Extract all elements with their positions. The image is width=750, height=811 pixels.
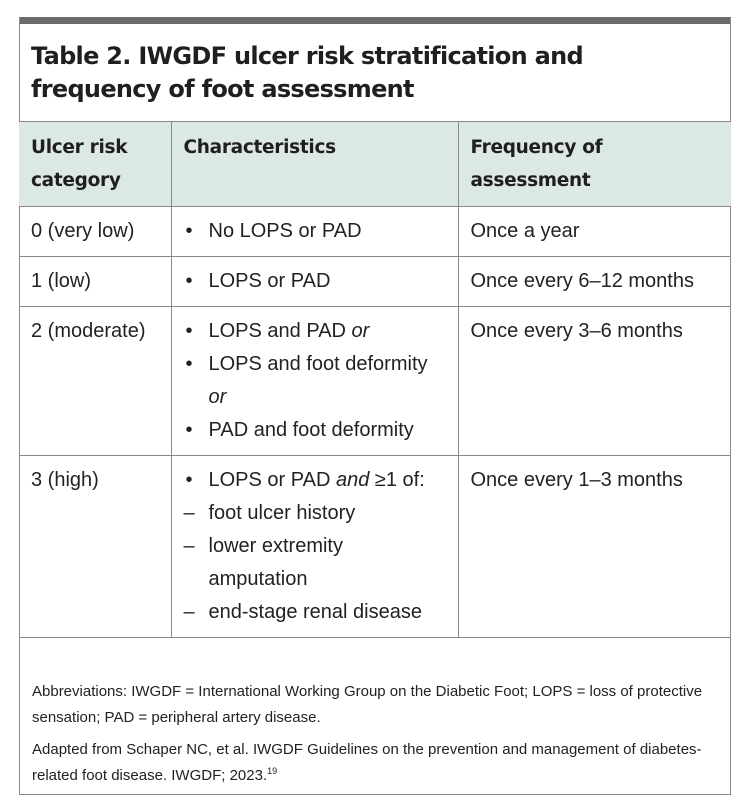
- list-item: • No LOPS or PAD: [184, 215, 446, 248]
- list-item: • PAD and foot deformity: [184, 414, 446, 447]
- sub-list-item: – end-stage renal disease: [184, 596, 446, 629]
- row-category: 1 (low): [19, 257, 171, 307]
- row-category: 2 (moderate): [19, 307, 171, 456]
- header-characteristics: Characteristics: [171, 122, 458, 207]
- row-category: 0 (very low): [19, 207, 171, 257]
- source-note: Adapted from Schaper NC, et al. IWGDF Guidelines on the prevention and management of diabetes-related foot disease. IWGDF; 2023.19: [32, 741, 702, 784]
- row-characteristics: [171, 257, 458, 307]
- dash-icon: –: [183, 601, 195, 623]
- header-frequency: Frequency of assessment: [458, 122, 731, 207]
- bullet-icon: •: [185, 469, 193, 491]
- table-footnotes: [32, 679, 722, 795]
- table-title: Table 2. IWGDF ulcer risk stratification and frequency of foot assessment: [31, 42, 583, 103]
- bullet-icon: •: [185, 320, 193, 342]
- row-characteristics: [171, 307, 458, 456]
- table-row: [19, 257, 731, 307]
- bullet-icon: •: [185, 353, 193, 375]
- table-row: [19, 456, 731, 638]
- bullet-icon: •: [185, 419, 193, 441]
- row-frequency: Once every 6–12 months: [458, 257, 731, 307]
- header-row: [19, 122, 731, 207]
- sub-list-item: – lower extremity amputation: [184, 530, 446, 596]
- table-row: [19, 307, 731, 456]
- row-category: 3 (high): [19, 456, 171, 638]
- bullet-icon: •: [185, 270, 193, 292]
- row-characteristics: [171, 456, 458, 638]
- header-category: Ulcer risk category: [19, 122, 171, 207]
- list-item: • LOPS or PAD: [184, 265, 446, 298]
- list-item: • LOPS or PAD and ≥1 of:: [184, 464, 446, 497]
- bullet-icon: •: [185, 220, 193, 242]
- list-item: • LOPS and foot deformity or: [184, 348, 446, 414]
- row-characteristics: [171, 207, 458, 257]
- abbreviations-note: Abbreviations: IWGDF = International Working Group on the Diabetic Foot; LOPS = loss of protective sensation; PAD = peripheral artery disease.: [32, 683, 703, 726]
- row-frequency: Once every 1–3 months: [458, 456, 731, 638]
- row-frequency: Once a year: [458, 207, 731, 257]
- list-item: • LOPS and PAD or: [184, 315, 446, 348]
- sub-list-item: – foot ulcer history: [184, 497, 446, 530]
- dash-icon: –: [183, 502, 195, 524]
- dash-icon: –: [183, 535, 195, 557]
- row-frequency: Once every 3–6 months: [458, 307, 731, 456]
- reference-number: 19: [267, 766, 278, 776]
- table-row: [19, 207, 731, 257]
- risk-table: [19, 121, 731, 638]
